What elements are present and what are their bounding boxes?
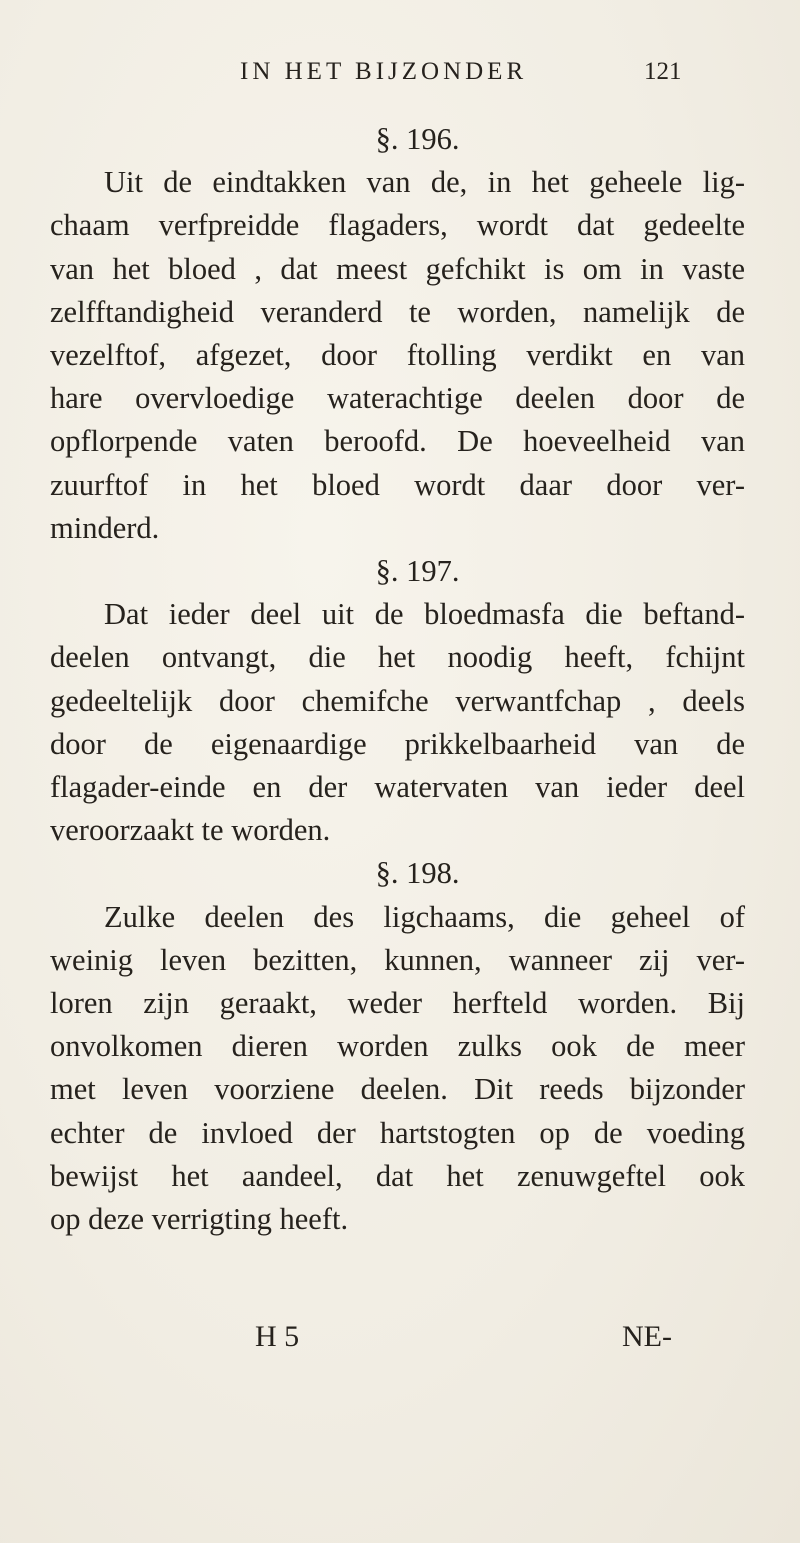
text-line: opflorpende vaten beroofd. De hoeveelheid van [50, 424, 745, 459]
text-line: gedeeltelijk door chemifche verwantfchap , deels [50, 683, 745, 718]
signature-mark: H 5 [255, 1320, 300, 1353]
section-198 [50, 852, 745, 1241]
text-line: loren zijn geraakt, weder herfteld worden. Bij [50, 986, 745, 1021]
section-number: §. 197. [375, 554, 460, 589]
text-line: op deze verrigting heeft. [50, 1202, 349, 1237]
page-footer [0, 1320, 800, 1360]
text-line: onvolkomen dieren worden zulks ook de meer [50, 1029, 745, 1064]
text-line: vezelftof, afgezet, door ftolling verdikt en van [50, 338, 745, 373]
text-line: echter de invloed der hartstogten op de voeding [50, 1115, 745, 1150]
text-line: met leven voorziene deelen. Dit reeds bijzonder [50, 1072, 745, 1107]
text-line: Dat ieder deel uit de bloedmasfa die beftand- [104, 597, 745, 632]
text-line: zuurftof in het bloed wordt daar door ver- [50, 467, 745, 502]
text-line: bewijst het aandeel, dat het zenuwgeftel ook [50, 1158, 745, 1193]
section-196 [50, 118, 745, 550]
catchword: NE- [622, 1320, 672, 1353]
text-line: chaam verfpreidde flagaders, wordt dat gedeelte [50, 208, 745, 243]
page-number: 121 [644, 58, 682, 85]
section-number: §. 198. [375, 856, 460, 891]
text-line: door de eigenaardige prikkelbaarheid van de [50, 726, 745, 761]
text-line: zelfftandigheid veranderd te worden, namelijk de [50, 294, 745, 329]
page-header [0, 58, 800, 98]
section-197 [50, 550, 745, 852]
text-line: veroorzaakt te worden. [50, 813, 331, 848]
running-title: IN HET BIJZONDER [240, 58, 528, 85]
section-number: §. 196. [375, 122, 460, 156]
text-line: hare overvloedige waterachtige deelen door de [50, 381, 745, 416]
text-line: minderd. [50, 510, 160, 545]
text-line: weinig leven bezitten, kunnen, wanneer zij ver- [50, 942, 745, 977]
text-line: Zulke deelen des ligchaams, die geheel of [104, 899, 745, 934]
text-line: flagader-einde en der watervaten van ieder deel [50, 770, 745, 805]
text-line: deelen ontvangt, die het noodig heeft, fchijnt [50, 640, 745, 675]
text-line: van het bloed , dat meest gefchikt is om in vaste [50, 251, 745, 286]
body-text [50, 118, 745, 1241]
text-line: Uit de eindtakken van de, in het geheele lig- [104, 165, 745, 200]
